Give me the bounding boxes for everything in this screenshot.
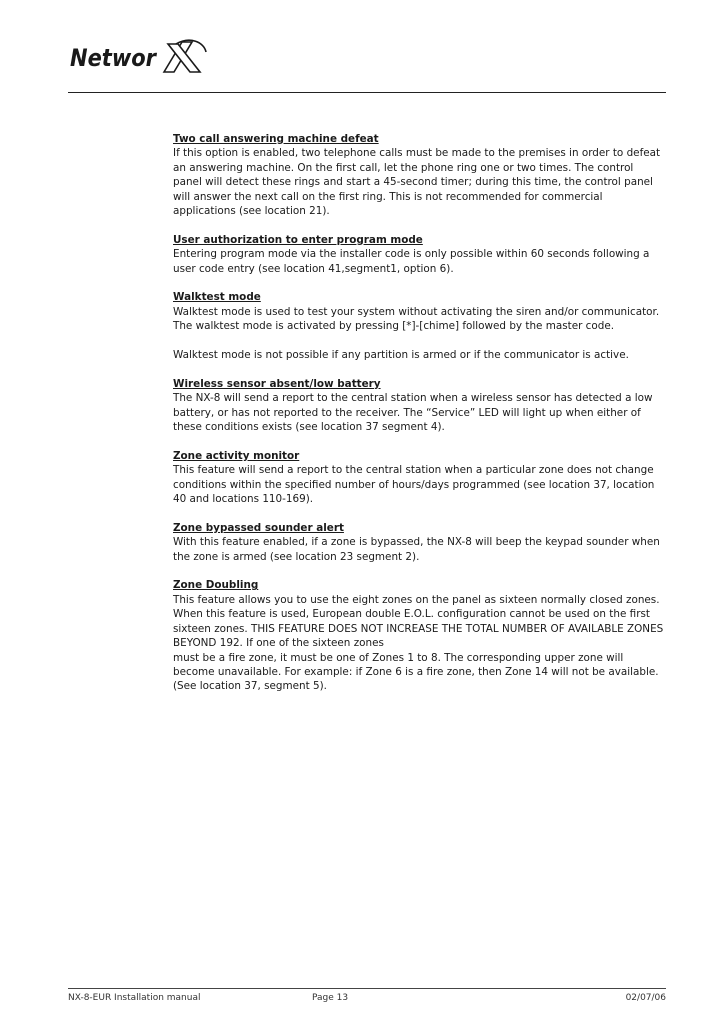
section-user-authorization <box>173 233 665 276</box>
section-paragraph: With this feature enabled, if a zone is bypassed, the NX-8 will beep the keypad sounder when the zone is armed (see location 23 segment 2). <box>173 536 660 563</box>
section-paragraph: This feature will send a report to the central station when a particular zone does not change conditions within the specified number of hours/days programmed (see location 37, location 40 and locations 110-169). <box>173 464 655 506</box>
footer-manual-title: NX-8-EUR Installation manual <box>68 993 201 1003</box>
section-zone-activity-monitor <box>173 449 665 507</box>
section-heading: User authorization to enter program mode <box>173 233 423 246</box>
footer-divider <box>68 988 666 989</box>
footer-date: 02/07/06 <box>625 993 666 1003</box>
svg-text:Networ: Networ <box>70 44 158 72</box>
section-heading: Wireless sensor absent/low battery <box>173 377 381 390</box>
section-heading: Zone activity monitor <box>173 449 300 462</box>
section-paragraph: Walktest mode is used to test your system without activating the siren and/or communicator. The walktest mode is activated by pressing [*]-[chime] followed by the master code. <box>173 305 660 333</box>
section-paragraph: If this option is enabled, two telephone calls must be made to the premises in order to defeat an answering machine. On the first call, let the phone ring one or two times. The control panel will detect these rings and start a 45-second timer; during this time, the control panel will answer the next call on the first ring. This is not recommended for commercial applications (see location 21). <box>173 147 661 218</box>
section-paragraph: Entering program mode via the installer code is only possible within 60 seconds following a user code entry (see location 41,segment1, option 6). <box>173 248 650 275</box>
section-heading: Two call answering machine defeat <box>173 133 379 145</box>
section-walktest-mode <box>173 290 665 333</box>
section-zone-bypassed-sounder <box>173 521 665 564</box>
document-body <box>173 132 665 708</box>
section-paragraph: must be a fire zone, it must be one of Zones 1 to 8. The corresponding upper zone will become unavailable. For example: if Zone 6 is a fire zone, then Zone 14 will not be available. (See location 37, segment 5). <box>173 651 659 693</box>
section-wireless-sensor <box>173 377 665 435</box>
section-heading: Zone Doubling <box>173 579 259 592</box>
networx-logo <box>68 36 218 78</box>
section-heading: Walktest mode <box>173 291 261 304</box>
section-paragraph: The NX-8 will send a report to the central station when a wireless sensor has detected a low battery, or has not reported to the receiver. The “Service” LED will light up when either of these conditions exists (see location 37 segment 4). <box>173 392 653 434</box>
section-paragraph: This feature allows you to use the eight zones on the panel as sixteen normally closed zones. When this feature is used, European double E.O.L. configuration cannot be used on the first sixteen zones. THIS FEATURE DOES NOT INCREASE THE TOTAL NUMBER OF AVAILABLE ZONES BEYOND 192. If one of the sixteen zones <box>173 593 664 650</box>
section-paragraph: Walktest mode is not possible if any partition is armed or if the communicator is active. <box>173 349 629 362</box>
networx-logo-graphic <box>68 36 218 78</box>
header-divider <box>68 92 666 93</box>
section-two-call-answering-machine-defeat <box>173 132 665 218</box>
section-zone-doubling <box>173 578 665 693</box>
section-walktest-note <box>173 348 665 362</box>
section-heading: Zone bypassed sounder alert <box>173 521 344 534</box>
footer-page-number: Page 13 <box>312 993 349 1003</box>
